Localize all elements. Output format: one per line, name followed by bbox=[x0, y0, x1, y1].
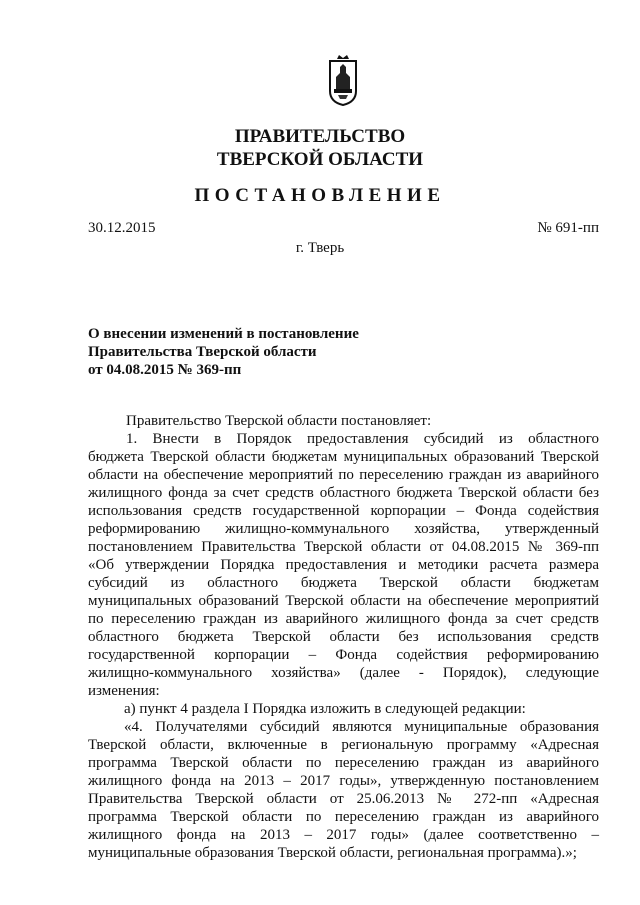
org-name-line2: ТВЕРСКОЙ ОБЛАСТИ bbox=[216, 149, 424, 170]
body-line: муниципальные образования Тверской области, региональная программа).»; bbox=[88, 845, 577, 861]
body-line: «4. Получателями субсидий являются муниципальные образования bbox=[124, 719, 599, 735]
body-line: бюджета Тверской области бюджетам муниципальных образований Тверской bbox=[88, 449, 599, 465]
body-line: жилищного фонда на 2013 – 2017 годы» (далее соответственно – bbox=[88, 827, 599, 843]
body-line: «Об утверждении Порядка предоставления и методики расчета размера bbox=[88, 557, 599, 573]
body-line: по переселению граждан из аварийного жилищного фонда за счет средств bbox=[88, 611, 599, 627]
org-name-line1: ПРАВИТЕЛЬСТВО bbox=[234, 126, 406, 147]
subject-line: Правительства Тверской области bbox=[88, 344, 317, 360]
body-line: государственной корпорации – Фонда содействия реформированию bbox=[88, 647, 599, 663]
body-line: муниципальных образований Тверской области на обеспечение мероприятий bbox=[88, 593, 599, 609]
body-line: жилищного фонда за счет средств областного бюджета Тверской области без bbox=[88, 485, 599, 501]
document-number: № 691-пп bbox=[537, 220, 599, 236]
document-type: ПОСТАНОВЛЕНИЕ bbox=[194, 185, 446, 206]
body-line: постановлением Правительства Тверской области от 04.08.2015 № 369-пп bbox=[88, 539, 599, 555]
subject-line: от 04.08.2015 № 369-пп bbox=[88, 362, 242, 378]
body-line: использования средств государственной корпорации – Фонда содействия bbox=[88, 503, 599, 519]
coat-of-arms-icon bbox=[328, 55, 358, 107]
document-subject bbox=[88, 325, 359, 379]
body-line: областного бюджета Тверской области без использования средств bbox=[88, 629, 599, 645]
body-line: 1. Внести в Порядок предоставления субсидий из областного bbox=[126, 431, 599, 447]
document-city: г. Тверь bbox=[295, 240, 345, 256]
body-line: Правительства Тверской области от 25.06.2013 № 272-пп «Адресная bbox=[88, 791, 599, 807]
body-line: Правительство Тверской области постановляет: bbox=[126, 413, 432, 429]
body-line: изменения: bbox=[88, 683, 160, 699]
body-line: Тверской области, включенные в региональную программу «Адресная bbox=[88, 737, 599, 753]
body-line: реформированию жилищно-коммунального хозяйства, утвержденный bbox=[88, 521, 599, 537]
body-line: программа Тверской области по переселению граждан из аварийного bbox=[88, 809, 599, 825]
body-line: субсидий из областного бюджета Тверской области бюджетам bbox=[88, 575, 599, 591]
subject-line: О внесении изменений в постановление bbox=[88, 326, 359, 342]
body-line: жилищно-коммунального хозяйства» (далее - Порядок), следующие bbox=[88, 665, 599, 681]
body-line: а) пункт 4 раздела I Порядка изложить в следующей редакции: bbox=[124, 701, 526, 717]
body-line: жилищного фонда на 2013 – 2017 годы», утвержденную постановлением bbox=[88, 773, 599, 789]
document-date: 30.12.2015 bbox=[88, 220, 156, 236]
body-line: программа Тверской области по переселению граждан из аварийного bbox=[88, 755, 599, 771]
document-body bbox=[88, 412, 599, 862]
body-line: области на обеспечение мероприятий по переселению граждан из аварийного bbox=[88, 467, 599, 483]
